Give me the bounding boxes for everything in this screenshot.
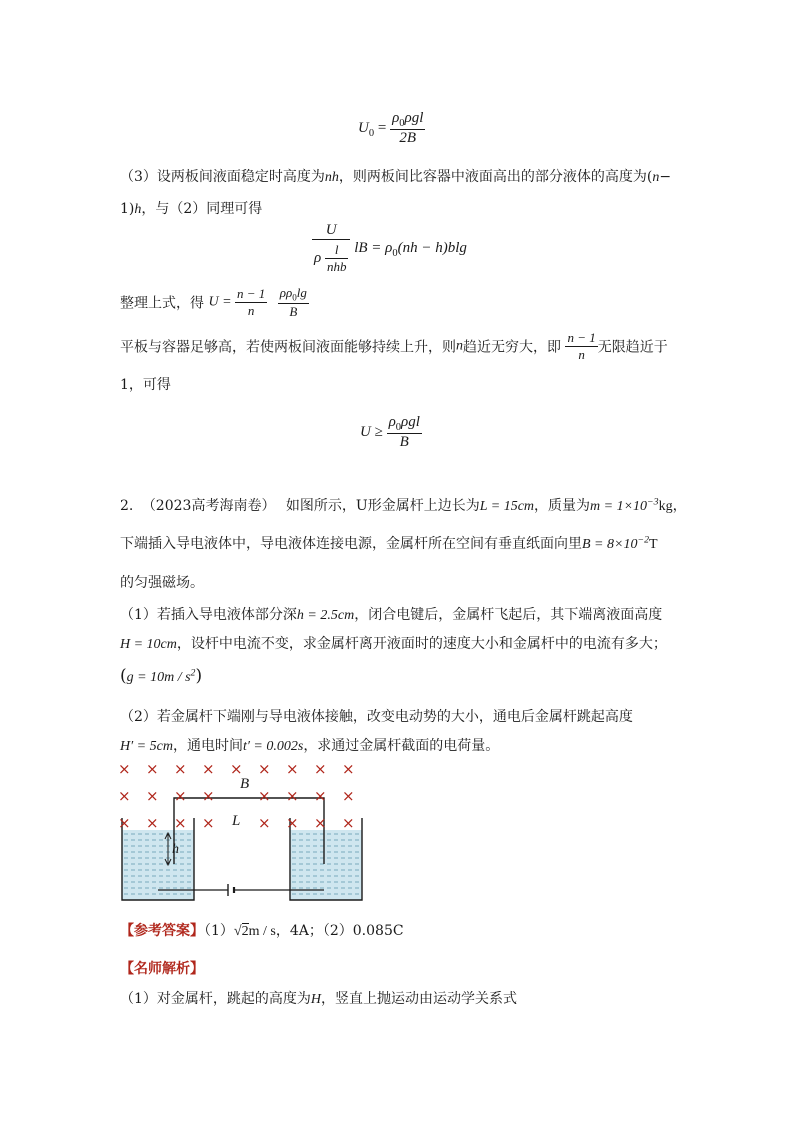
label-B: B bbox=[240, 776, 250, 792]
tidy-line: 整理上式，得 U = $\frac{n - 1}{n}$ $\frac{\rho\rho_0\lg}{B}$ bbox=[120, 285, 307, 319]
field-cross: × bbox=[314, 814, 327, 832]
field-cross: × bbox=[174, 760, 187, 778]
sqrt-expr: √2m / s bbox=[233, 924, 276, 939]
part3-line1: （3）设两板间液面稳定时高度为nh，则两板间比容器中液面高出的部分液体的高度为(n− bbox=[120, 169, 672, 185]
field-cross: × bbox=[314, 787, 327, 805]
field-cross: × bbox=[118, 760, 131, 778]
field-cross: × bbox=[342, 760, 355, 778]
equation-big: U ρ $\frac{l}{\text{nhb}}$ lB = $\rho_0(nh - h)blg$ bbox=[314, 222, 467, 274]
field-cross: × bbox=[146, 760, 159, 778]
field-cross: × bbox=[286, 814, 299, 832]
q2-part1-line3: $(g = 10m / s^2)$ bbox=[120, 666, 203, 686]
outer-fraction: U ρ $\frac{l}{\text{nhb}}$ bbox=[312, 222, 350, 275]
field-cross: × bbox=[342, 787, 355, 805]
q2-line1: 2. （2023高考海南卷） 如图所示，U形金属杆上边长为L = 15cm，质量为$m = 1\times 10^{-3}kg$， bbox=[120, 496, 687, 514]
field-cross: × bbox=[230, 760, 243, 778]
q2-part1-line2: H = 10cm，设杆中电流不变，求金属杆离开液面时的速度大小和金属杆中的电流有多大； bbox=[120, 636, 667, 652]
analysis-tag: 【名师解析】 bbox=[120, 961, 204, 977]
plate-line2: 1，可得 bbox=[120, 377, 171, 393]
label-h: h bbox=[172, 842, 179, 857]
field-cross: × bbox=[258, 814, 271, 832]
fraction: $\frac{\rho_0\rho gl}{2B}$ bbox=[392, 110, 424, 146]
field-cross: × bbox=[286, 787, 299, 805]
answer-line: 【参考答案】（1）√2m / s，4A；（2）0.085C bbox=[120, 923, 404, 939]
field-cross: × bbox=[202, 760, 215, 778]
eq-lhs: $U_0$ bbox=[358, 119, 375, 139]
plate-line1: 平板与容器足够高，若使两板间液面能够持续上升，则n趋近无穷大，即 $\frac{n - 1}{n}$ 无限趋近于 bbox=[120, 330, 668, 362]
field-cross: × bbox=[202, 814, 215, 832]
q2-part2-line1: （2）若金属杆下端刚与导电液体接触，改变电动势的大小，通电后金属杆跳起高度 bbox=[120, 709, 633, 725]
label-L: L bbox=[232, 813, 241, 829]
question-source: （2023高考海南卷） bbox=[141, 498, 276, 514]
field-cross: × bbox=[174, 787, 187, 805]
field-cross: × bbox=[258, 760, 271, 778]
equation-u0: $U_0$ = $\frac{\rho_0\rho gl}{2B}$ bbox=[358, 110, 424, 146]
field-cross: × bbox=[146, 787, 159, 805]
field-cross: × bbox=[202, 787, 215, 805]
question-number: 2. bbox=[120, 498, 134, 514]
analysis-line: （1）对金属杆，跳起的高度为H，竖直上抛运动由运动学关系式 bbox=[120, 991, 518, 1007]
q2-line2: 下端插入导电液体中，导电液体连接电源，金属杆所在空间有垂直纸面向里$B = 8\times 10^{-2}T$ bbox=[120, 534, 658, 552]
part3-line2: 1)h，与（2）同理可得 bbox=[120, 201, 263, 217]
equation-inequality: U ≥ $\frac{\rho_0\rho gl}{B}$ bbox=[360, 414, 420, 450]
field-cross: × bbox=[118, 787, 131, 805]
field-cross: × bbox=[286, 760, 299, 778]
q2-line3: 的匀强磁场。 bbox=[120, 575, 204, 591]
q2-part2-line2: H′ = 5cm，通电时间t′ = 0.002s，求通过金属杆截面的电荷量。 bbox=[120, 738, 500, 754]
field-cross: × bbox=[258, 787, 271, 805]
field-cross: × bbox=[118, 814, 131, 832]
field-cross: × bbox=[342, 814, 355, 832]
q2-part1-line1: （1）若插入导电液体部分深h = 2.5cm，闭合电键后，金属杆飞起后，其下端离液面高度 bbox=[120, 607, 663, 623]
field-cross: × bbox=[146, 814, 159, 832]
figure bbox=[110, 760, 370, 910]
answer-tag: 【参考答案】 bbox=[120, 923, 204, 939]
field-cross: × bbox=[314, 760, 327, 778]
field-cross: × bbox=[174, 814, 187, 832]
